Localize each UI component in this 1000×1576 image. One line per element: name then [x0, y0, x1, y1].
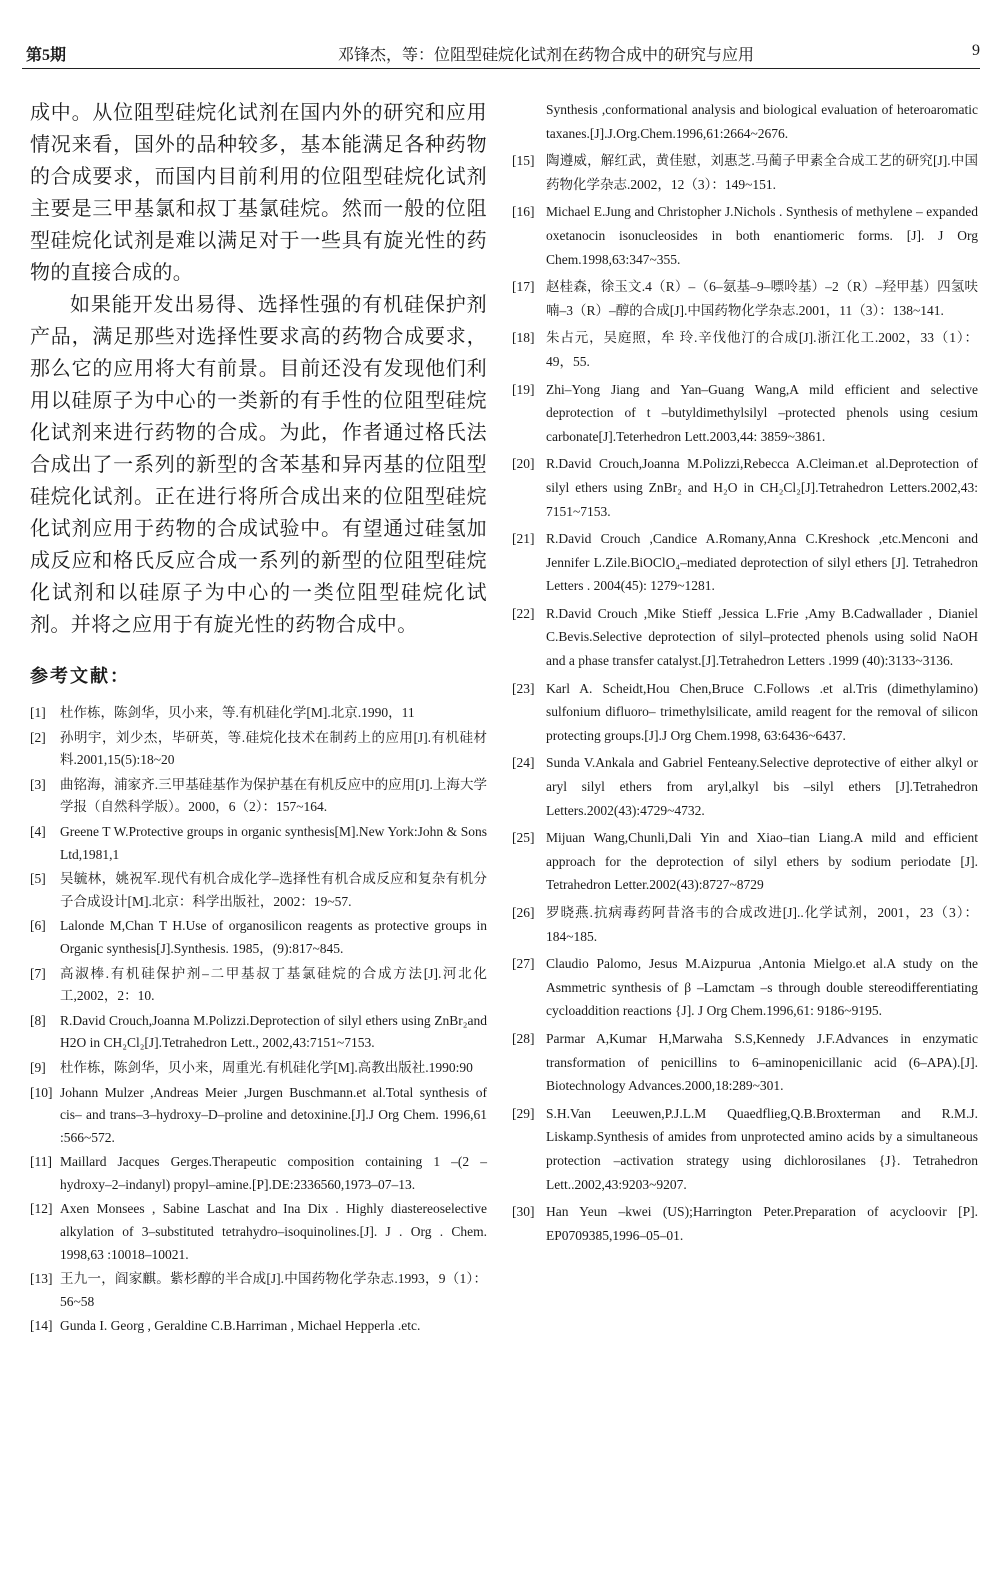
reference-number: [24] — [512, 755, 535, 771]
reference-item — [512, 602, 978, 673]
reference-text: Karl A. Scheidt,Hou Chen,Bruce C.Follows .et al.Tris (dimethylamino) sulfonium difluoro– trimethylsilicate, amild reagent for the removal of silicon protecting groups.[J].J Org Chem.1998, 63:6436~6437. — [546, 680, 978, 743]
reference-list-right — [512, 149, 978, 1247]
reference-item — [30, 821, 487, 866]
reference-item — [512, 751, 978, 822]
reference-item — [512, 200, 978, 271]
reference-number: [10] — [30, 1084, 53, 1100]
reference-number: [22] — [512, 605, 535, 621]
reference-text: Parmar A,Kumar H,Marwaha S.S,Kennedy J.F.Advances in enzymatic transformation of penicillins to 6–aminopenicillanic acid (6–APA).[J]. Biotechnology Advances.2000,18:289~301. — [546, 1030, 978, 1094]
reference-text: R.David Crouch ,Candice A.Romany,Anna C.Kreshock ,etc.Menconi and Jennifer L.Zile.BiOClO₄–mediated deprotection of silyl ethers [J]. Tetrahedron Letters . 2004(45): 1279~1281. — [546, 531, 978, 594]
reference-number: [15] — [512, 153, 535, 169]
reference-item — [30, 963, 487, 1008]
reference-number: [20] — [512, 456, 535, 472]
reference-item — [512, 1200, 978, 1247]
reference-item — [512, 1027, 978, 1098]
reference-number: [3] — [30, 776, 46, 792]
reference-number: [14] — [30, 1318, 53, 1334]
reference-item — [30, 1010, 487, 1055]
reference-text: R.David Crouch,Joanna M.Polizzi.Deprotection of silyl ethers using ZnBr₂and H2O in CH₂Cl₂[J].Tetrahedron Lett., 2002,43:7151~7153. — [60, 1012, 487, 1051]
reference-item — [30, 868, 487, 913]
paragraph: 成中。从位阻型硅烷化试剂在国内外的研究和应用情况来看，国外的品种较多，基本能满足各种药物的合成要求，而国内目前利用的位阻型硅烷化试剂主要是三甲基氯和叔丁基氯硅烷。然而一般的位阻型硅烷化试剂是难以满足对于一些具有旋光性的药物的直接合成的。 — [30, 100, 487, 284]
reference-number: [5] — [30, 871, 46, 887]
reference-item — [512, 527, 978, 598]
reference-number: [13] — [30, 1271, 53, 1287]
reference-text: 孙明宇，刘少杰，毕研英，等.硅烷化技术在制药上的应用[J].有机硅材料.2001,15(5):18~20 — [60, 729, 487, 768]
reference-text: Michael E.Jung and Christopher J.Nichols . Synthesis of methylene – expanded oxetanocin isonucleosides in both enantiomeric forms. [J]. J Org Chem.1998,63:347~355. — [546, 204, 978, 267]
reference-text: Mijuan Wang,Chunli,Dali Yin and Xiao–tian Liang.A mild and efficient approach for the deprotection of silyl ethers by sodium periodate [J]. Tetrahedron Letter.2002(43):8727~8729 — [546, 830, 978, 893]
right-column — [512, 98, 978, 1251]
reference-text: 杜作栋，陈剑华，贝小来，等.有机硅化学[M].北京.1990，11 — [60, 705, 415, 720]
reference-number: [28] — [512, 1030, 535, 1046]
reference-item — [512, 826, 978, 897]
reference-text: 赵桂森，徐玉文.4（R）–（6–氨基–9–嘌呤基）–2（R）–羟甲基）四氢呋喃–3（R）–醇的合成[J].中国药物化学杂志.2001，11（3）：138~141. — [546, 279, 978, 318]
reference-item — [512, 1102, 978, 1196]
reference-text: Claudio Palomo, Jesus M.Aizpurua ,Antonia Mielgo.et al.A study on the Asmmetric synthesis of β –Lamctam –s through double stereodifferentiating cycloaddition reactions {J]. J Org Chem.1996,61: 9186~9195. — [546, 956, 978, 1019]
reference-item — [30, 915, 487, 960]
reference-item — [30, 1315, 487, 1338]
page-number: 9 — [972, 42, 980, 59]
reference-text: Johann Mulzer ,Andreas Meier ,Jurgen Buschmann.et al.Total synthesis of cis– and trans–3–hydroxy–D–proline and detoxinine.[J].J Org Chem. 1996,61 :566~572. — [60, 1084, 487, 1145]
reference-item — [30, 727, 487, 772]
reference-item — [512, 326, 978, 373]
running-header — [22, 36, 980, 69]
reference-number: [7] — [30, 965, 46, 981]
reference-text: 陶遵威，解红武，黄佳慰，刘惠芝.马蔺子甲素全合成工艺的研究[J].中国药物化学杂志.2002，12（3）：149~151. — [546, 153, 978, 192]
reference-number: [23] — [512, 680, 535, 696]
reference-text: Sunda V.Ankala and Gabriel Fenteany.Selective deprotective of either alkyl or aryl silyl ethers from aryl,alkyl bis –silyl ethers [J].Tetrahedron Letters.2002(43):4729~4732. — [546, 755, 978, 818]
reference-item — [30, 1082, 487, 1150]
reference-item — [30, 1198, 487, 1266]
reference-item — [512, 275, 978, 322]
reference-item — [512, 952, 978, 1023]
reference-text: 罗晓燕.抗病毒药阿昔洛韦的合成改进[J]..化学试剂，2001，23（3）：184~185. — [546, 905, 978, 944]
reference-number: [27] — [512, 956, 535, 972]
references-heading: 参考文献： — [30, 666, 130, 687]
reference-item — [512, 901, 978, 948]
reference-item — [512, 378, 978, 449]
reference-number: [1] — [30, 705, 46, 720]
reference-text: R.David Crouch ,Mike Stieff ,Jessica L.Frie ,Amy B.Cadwallader , Dianiel C.Bevis.Selective deprotection of silyl–protected phenols using solid NaOH and a phase transfer catalyst.[J].Tetrahedron Letters .1999 (40):3133~3136. — [546, 605, 978, 669]
reference-number: [6] — [30, 918, 46, 934]
reference-number: [8] — [30, 1012, 46, 1028]
reference-number: [16] — [512, 204, 535, 220]
reference-text: 高淑棒.有机硅保护剂–二甲基叔丁基氯硅烷的合成方法[J].河北化工,2002，2：10. — [60, 965, 487, 1004]
reference-text: R.David Crouch,Joanna M.Polizzi,Rebecca A.Cleiman.et al.Deprotection of silyl ethers using ZnBr₂ and H₂O in CH₂Cl₂[J].Tetrahedron Letters.2002,43: 7151~7153. — [546, 456, 978, 519]
reference-number: [18] — [512, 330, 535, 346]
reference-item — [512, 149, 978, 196]
reference-item — [30, 1057, 487, 1080]
reference-text: Greene T W.Protective groups in organic synthesis[M].New York:John & Sons Ltd,1981,1 — [60, 823, 487, 862]
reference-number: [25] — [512, 830, 535, 846]
reference-text: 王九一，阎家麒。紫杉醇的半合成[J].中国药物化学杂志.1993，9（1）：56~58 — [60, 1271, 487, 1309]
reference-number: [9] — [30, 1059, 46, 1075]
reference-item — [512, 677, 978, 748]
reference-item — [30, 1268, 487, 1313]
reference-continuation: Synthesis ,conformational analysis and biological evaluation of heteroaromatic taxanes.[J].J.Org.Chem.1996,61:2664~2676. — [546, 102, 978, 141]
reference-list-left — [30, 702, 487, 1338]
reference-text: Axen Monsees , Sabine Laschat and Ina Dix . Highly diastereoselective alkylation of 3–substituted tetrahydro–isoquinolines.[J]. J . Org . Chem. 1998,63 :10018–10021. — [60, 1201, 487, 1262]
reference-text: Gunda I. Georg , Geraldine C.B.Harriman , Michael Hepperla .etc. — [60, 1318, 421, 1334]
reference-number: [19] — [512, 381, 535, 397]
reference-text: Lalonde M,Chan T H.Use of organosilicon reagents as protective groups in Organic synthesis[J].Synthesis. 1985，(9):817~845. — [60, 918, 487, 956]
paragraph: 如果能开发出易得、选择性强的有机硅保护剂产品，满足那些对选择性要求高的药物合成要求，那么它的应用将大有前景。目前还没有发现他们利用以硅原子为中心的一类新的有手性的位阻型硅烷化试剂来进行药物的合成。为此，作者通过格氏法合成出了一系列的新型的含苯基和异丙基的位阻型硅烷化试剂。正在进行将所合成出来的位阻型硅烷化试剂应用于药物的合成试验中。有望通过硅氢加成反应和格氏反应合成一系列的新型的位阻型硅烷化试剂和以硅原子为中心的一类位阻型硅烷化试剂。并将之应用于有旋光性的药物合成中。 — [30, 292, 487, 636]
reference-number: [17] — [512, 279, 535, 295]
reference-number: [12] — [30, 1201, 53, 1217]
reference-item — [30, 1151, 487, 1196]
reference-item — [30, 702, 487, 725]
reference-number: [2] — [30, 729, 46, 745]
left-column — [30, 96, 487, 1340]
reference-text: Han Yeun –kwei (US);Harrington Peter.Preparation of acycloovir [P]. EP0709385,1996–05–01. — [546, 1204, 978, 1243]
reference-text: 曲铭海，浦家齐.三甲基硅基作为保护基在有机反应中的应用[J].上海大学学报（自然科学版）。2000，6（2）：157~164. — [60, 776, 487, 815]
running-title: 邓锋杰，等：位阻型硅烷化试剂在药物合成中的研究与应用 — [338, 47, 755, 64]
reference-item — [30, 774, 487, 819]
reference-number: [26] — [512, 905, 535, 920]
body-text — [30, 96, 487, 640]
reference-number: [4] — [30, 823, 46, 839]
reference-text: S.H.Van Leeuwen,P.J.L.M Quaedflieg,Q.B.Broxterman and R.M.J. Liskamp.Synthesis of amides from unprotected amino acids by a simultaneous protection –activation strategy using dichlorosilanes {J}. Tetrahedron Lett..2002,43:9203~9207. — [546, 1105, 978, 1192]
reference-number: [21] — [512, 531, 535, 547]
reference-text: Zhi–Yong Jiang and Yan–Guang Wang,A mild efficient and selective deprotection of t –butyldimethylsilyl –protected phenols using cesium carbonate[J].Teterhedron Lett.2003,44: 3859~3861. — [546, 381, 978, 444]
reference-text: 吴毓林，姚祝军.现代有机合成化学–选择性有机合成反应和复杂有机分子合成设计[M].北京：科学出版社，2002：19~57. — [60, 871, 487, 909]
reference-number: [30] — [512, 1204, 535, 1220]
reference-text: 朱占元，吴庭照，牟 玲.辛伐他汀的合成[J].浙江化工.2002，33（1）：49，55. — [546, 330, 978, 369]
reference-item — [512, 452, 978, 523]
reference-text: 杜作栋，陈剑华，贝小来，周重光.有机硅化学[M].高教出版社.1990:90 — [60, 1059, 473, 1075]
issue-label: 第5期 — [26, 47, 67, 64]
reference-number: [11] — [30, 1154, 52, 1170]
reference-number: [29] — [512, 1105, 535, 1121]
reference-text: Maillard Jacques Gerges.Therapeutic composition containing 1 –(2 – hydroxy–2–indanyl) propyl–amine.[P].DE:2336560,1973–07–13. — [60, 1154, 487, 1192]
